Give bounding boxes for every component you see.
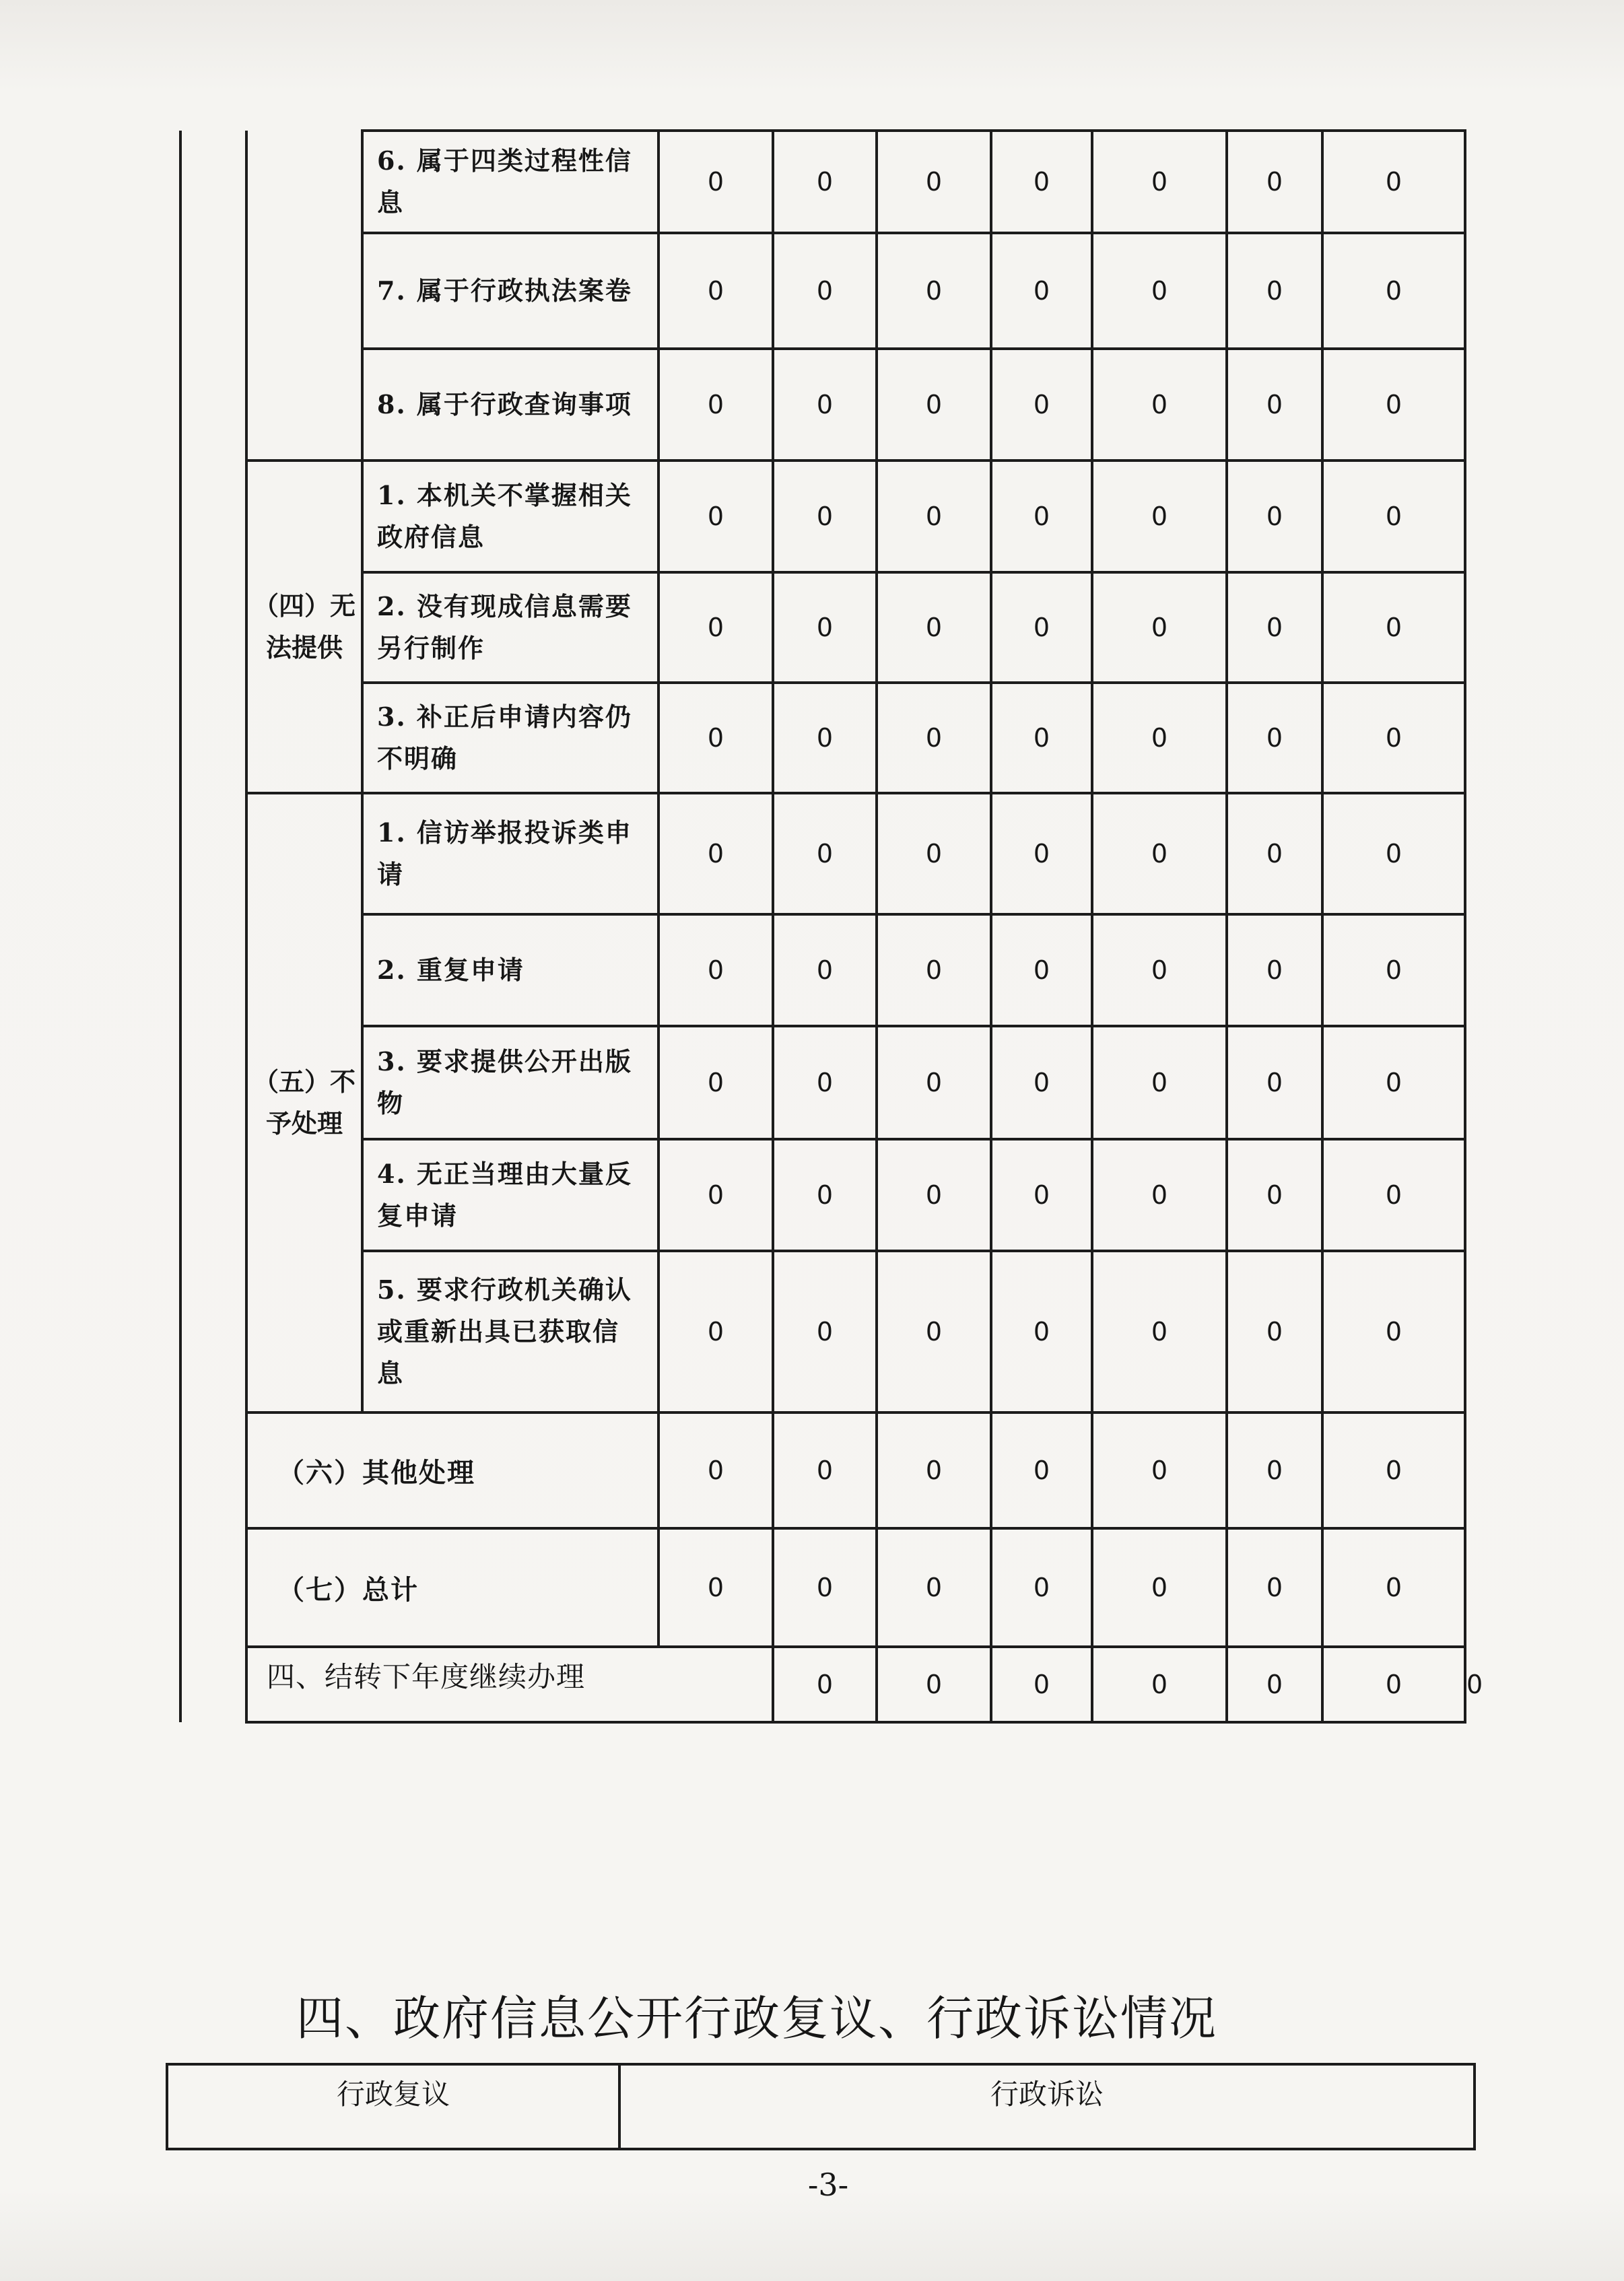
value-cell: 0: [1092, 233, 1227, 349]
value-cell: 0: [1322, 793, 1465, 914]
value-cell: 0: [1092, 131, 1227, 233]
value-cell: 0: [658, 1026, 773, 1139]
value-cell: 0: [658, 793, 773, 914]
table-row: [180, 1139, 1465, 1251]
value-cell: 0: [658, 131, 773, 233]
row-label: 4. 无正当理由大量反复申请: [362, 1139, 658, 1251]
value-cell: 0: [773, 233, 877, 349]
value-cell: 0: [991, 1412, 1092, 1528]
value-cell: 0: [1227, 233, 1322, 349]
carryover-label: 四、结转下年度继续办理: [246, 1647, 773, 1722]
value-cell: 0: [1322, 1528, 1465, 1647]
section-title: 四、政府信息公开行政复议、行政诉讼情况: [296, 1991, 1217, 2046]
value-cell: 0: [1322, 1251, 1465, 1412]
value-cell: 0: [658, 1251, 773, 1412]
value-cell: 0: [1092, 461, 1227, 572]
table-row: [180, 1528, 1465, 1647]
value-cell: 0: [1092, 793, 1227, 914]
header-administrative-litigation: 行政诉讼: [619, 2064, 1475, 2149]
value-cell: 0: [1092, 1412, 1227, 1528]
table-row: [180, 233, 1465, 349]
value-cell: 0: [773, 1528, 877, 1647]
row-label: 6. 属于四类过程性信息: [362, 131, 658, 233]
value-cell: 0: [991, 1251, 1092, 1412]
value-cell: 0: [1092, 1647, 1227, 1722]
value-cell: 0: [773, 914, 877, 1026]
row-label: 3. 补正后申请内容仍不明确: [362, 683, 658, 793]
table-row: [180, 793, 1465, 914]
row-label: 8. 属于行政查询事项: [362, 349, 658, 461]
value-cell: 0: [1227, 349, 1322, 461]
value-cell: 0: [773, 793, 877, 914]
value-cell: 0: [1092, 1139, 1227, 1251]
value-cell: 0: [773, 1251, 877, 1412]
value-cell: 0: [877, 131, 991, 233]
table-row: [180, 914, 1465, 1026]
value-cell: 0: [877, 914, 991, 1026]
row-label: 7. 属于行政执法案卷: [362, 233, 658, 349]
value-cell: 0: [658, 461, 773, 572]
value-cell: 0: [877, 1026, 991, 1139]
row-label: 3. 要求提供公开出版物: [362, 1026, 658, 1139]
value-cell: 0: [773, 461, 877, 572]
value-cell: 0: [991, 1647, 1092, 1722]
value-cell: 0: [1322, 572, 1465, 683]
group-continuation-cell: [246, 131, 362, 461]
statistics-table: [179, 129, 1483, 1724]
value-cell: 0: [1092, 1026, 1227, 1139]
value-cell: 0: [773, 349, 877, 461]
value-cell: 0: [991, 1026, 1092, 1139]
value-cell: 0: [877, 1647, 991, 1722]
value-cell: 0: [1322, 233, 1465, 349]
table-header-row: [167, 2064, 1475, 2149]
value-cell: 0: [991, 1528, 1092, 1647]
value-cell: 0: [1227, 1647, 1322, 1722]
value-cell: 0: [991, 349, 1092, 461]
review-litigation-table: [166, 2063, 1476, 2150]
value-cell: 0: [1092, 572, 1227, 683]
value-cell: 0: [773, 1139, 877, 1251]
group-label-not-processed: （五）不予处理: [246, 793, 362, 1412]
value-cell: 0: [1322, 1139, 1465, 1251]
value-cell: 0: [1322, 1412, 1465, 1528]
value-cell: 0: [1092, 683, 1227, 793]
value-cell: 0: [658, 233, 773, 349]
header-administrative-review: 行政复议: [167, 2064, 619, 2149]
value-cell: 0: [658, 683, 773, 793]
table-row: [180, 131, 1465, 233]
value-cell: 0: [1227, 683, 1322, 793]
value-cell: 0: [991, 1139, 1092, 1251]
value-cell: 0: [877, 683, 991, 793]
value-cell: 0: [991, 131, 1092, 233]
value-cell: 0: [1227, 572, 1322, 683]
value-cell: 0: [658, 1139, 773, 1251]
value-cell: 0: [773, 683, 877, 793]
table-row: [180, 1026, 1465, 1139]
value-cell: 0: [773, 572, 877, 683]
value-cell: 0: [877, 461, 991, 572]
value-cell: 0: [1227, 131, 1322, 233]
left-margin-column: [180, 131, 246, 1722]
value-cell: 0: [877, 349, 991, 461]
row-label: 1. 本机关不掌握相关政府信息: [362, 461, 658, 572]
value-cell: 0: [658, 349, 773, 461]
row-label: 2. 重复申请: [362, 914, 658, 1026]
value-cell: 0: [1322, 683, 1465, 793]
group-label-cannot-provide: （四）无法提供: [246, 461, 362, 793]
value-cell: 0: [773, 1026, 877, 1139]
value-cell: 0: [1322, 461, 1465, 572]
value-cell: 0: [1092, 914, 1227, 1026]
value-cell: 0: [1322, 914, 1465, 1026]
value-cell: 0: [1227, 793, 1322, 914]
value-cell: 0: [991, 793, 1092, 914]
value-cell: 0: [877, 1251, 991, 1412]
value-cell: 0: [1322, 1026, 1465, 1139]
value-cell: 0: [1092, 349, 1227, 461]
value-cell: 0: [1092, 1528, 1227, 1647]
value-cell: 0: [877, 233, 991, 349]
value-cell: 0: [1322, 349, 1465, 461]
value-cell: 0: [1227, 1026, 1322, 1139]
table-row: [180, 1251, 1465, 1412]
value-cell: 0: [1322, 131, 1465, 233]
value-cell: 0: [1092, 1251, 1227, 1412]
value-cell: 0: [877, 793, 991, 914]
value-cell: 0: [991, 683, 1092, 793]
page-number: -3-: [807, 2167, 849, 2203]
table-row: [180, 461, 1465, 572]
value-cell: 0: [773, 131, 877, 233]
value-cell: 0: [1227, 1528, 1322, 1647]
value-cell: 0: [991, 572, 1092, 683]
total-label: （七）总计: [246, 1528, 658, 1647]
value-cell: 0: [1322, 1647, 1465, 1722]
value-cell: 0: [658, 1528, 773, 1647]
value-cell: 0: [877, 1528, 991, 1647]
value-cell: 0: [1227, 1251, 1322, 1412]
table-row: [180, 349, 1465, 461]
value-cell: 0: [877, 572, 991, 683]
value-cell: 0: [877, 1139, 991, 1251]
value-cell: 0: [877, 1412, 991, 1528]
value-cell: 0: [991, 233, 1092, 349]
value-cell: 0: [658, 572, 773, 683]
row-label: 1. 信访举报投诉类申请: [362, 793, 658, 914]
value-cell: 0: [1227, 914, 1322, 1026]
value-cell: 0: [773, 1647, 877, 1722]
value-cell: 0: [991, 914, 1092, 1026]
value-cell: 0: [1227, 1412, 1322, 1528]
table-row: [180, 1412, 1465, 1528]
other-processing-label: （六）其他处理: [246, 1412, 658, 1528]
value-cell: 0: [1227, 461, 1322, 572]
table-row: [180, 572, 1465, 683]
row-label: 2. 没有现成信息需要另行制作: [362, 572, 658, 683]
value-cell: 0: [658, 1412, 773, 1528]
row-label: 5. 要求行政机关确认或重新出具已获取信息: [362, 1251, 658, 1412]
value-cell: 0: [658, 914, 773, 1026]
value-cell: 0: [1227, 1139, 1322, 1251]
value-cell: 0: [991, 461, 1092, 572]
value-cell: 0: [773, 1412, 877, 1528]
table-row: 四、结转下年度继续办理 0 0 0 0 0 0 0: [180, 1647, 1465, 1722]
table-row: [180, 683, 1465, 793]
